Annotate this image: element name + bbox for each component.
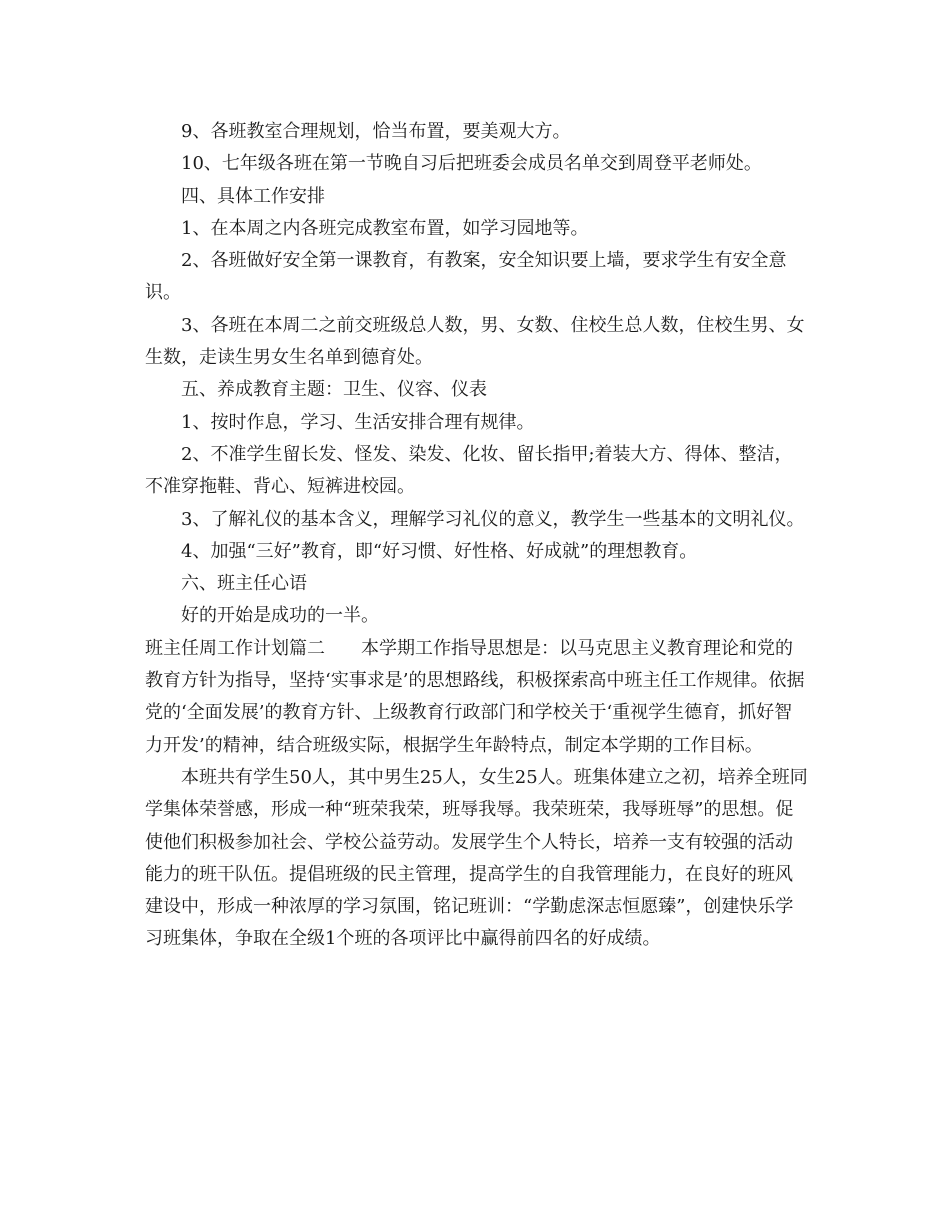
paragraph-class-overview: 本班共有学生50人，其中男生25人，女生25人。班集体建立之初，培养全班同学集体荣誉感，形成一种“班荣我荣，班辱我辱。我荣班荣，我辱班辱”的思想。促使他们积极参加社会、学校公益劳动。发展学生个人特长，培养一支有较强的活动能力的班干队伍。提倡班级的民主管理，提高学生的自我管理能力，在良好的班风建设中，形成一种浓厚的学习氛围，铭记班训：“学勤虑深志恒愿臻”，创建快乐学习班集体，争取在全级1个班的各项评比中赢得前四名的好成绩。 [145, 766, 808, 950]
paragraph-arrangement-2: 2、各班做好安全第一课教育，有教案，安全知识要上墙，要求学生有安全意识。 [145, 250, 787, 304]
section-heading: 班主任周工作计划篇二 [145, 637, 325, 659]
heading-section-6: 六、班主任心语 [181, 573, 307, 595]
paragraph-arrangement-3: 3、各班在本周二之前交班级总人数，男、女数、住校生总人数，住校生男、女生数，走读生男女生名单到德育处。 [145, 314, 805, 369]
paragraph-item-9: 9、各班教室合理规划，恰当布置，要美观大方。 [181, 121, 571, 142]
paragraph-habit-2: 2、不准学生留长发、怪发、染发、化妆、留长指甲;着装大方、得体、整洁，不准穿拖鞋、背心、短裤进校园。 [145, 443, 793, 498]
paragraph-arrangement-1: 1、在本周之内各班完成教室布置，如学习园地等。 [181, 217, 589, 239]
paragraph-item-10: 10、七年级各班在第一节晚自习后把班委会成员名单交到周登平老师处。 [181, 153, 762, 175]
paragraph-teacher-words: 好的开始是成功的一半。 [181, 605, 379, 627]
heading-section-4: 四、具体工作安排 [181, 185, 325, 207]
document-body [145, 116, 810, 956]
paragraph-habit-4: 4、加强“三好”教育，即“好习惯、好性格、好成就”的理想教育。 [181, 540, 698, 562]
section-two-paragraph [145, 633, 810, 762]
paragraph-habit-1: 1、按时作息，学习、生活安排合理有规律。 [181, 411, 535, 433]
paragraph-habit-3: 3、了解礼仪的基本含义，理解学习礼仪的意义，教学生一些基本的文明礼仪。 [181, 508, 805, 530]
heading-section-5: 五、养成教育主题：卫生、仪容、仪表 [181, 379, 487, 401]
section-intro: 本学期工作指导思想是：以马克思主义教育理论和党的教育方针为指导，坚持‘实事求是’的思想路线，积极探索高中班主任工作规律。依据党的‘全面发展’的教育方针、上级教育行政部门和学校关于‘重视学生德育，抓好智力开发’的精神，结合班级实际，根据学生年龄特点，制定本学期的工作目标。 [145, 637, 805, 756]
